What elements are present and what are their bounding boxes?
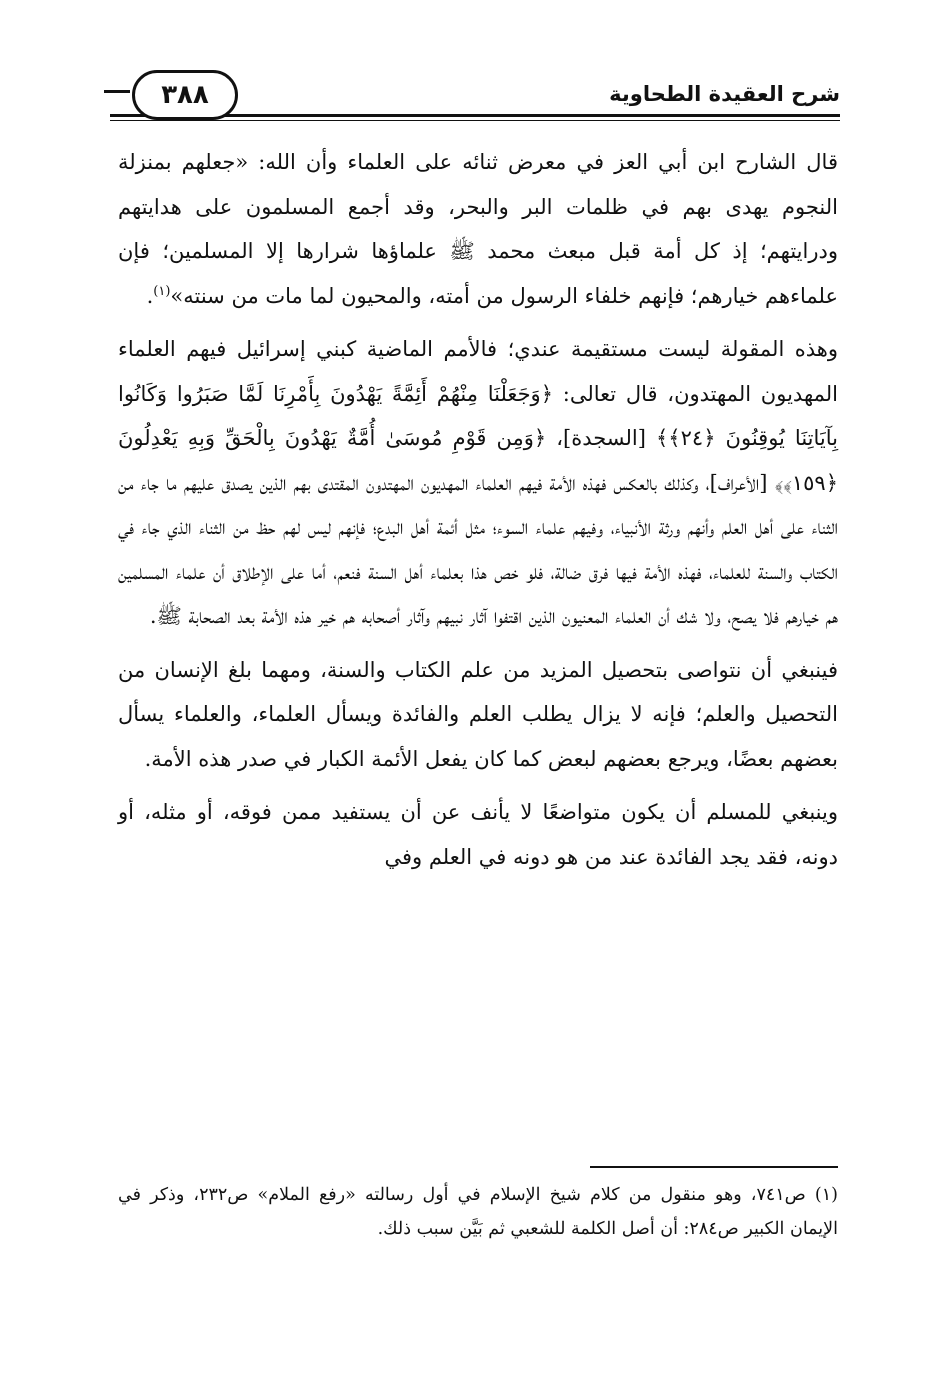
book-title: شرح العقيدة الطحاوية [609, 82, 840, 106]
main-text [118, 140, 838, 879]
header-ornament [104, 90, 130, 93]
footnote-1: (١) ص٧٤١، وهو منقول من كلام شيخ الإسلام في أول رسالته «رفع الملام» ص٢٣٢، وذكر في الإيمان الكبير ص٢٨٤: أن أصل الكلمة للشعبي ثم بَيَّن سبب ذلك. [118, 1185, 838, 1239]
page-header [110, 68, 840, 128]
paragraph-3: فينبغي أن نتواصى بتحصيل المزيد من علم الكتاب والسنة، ومهما بلغ الإنسان من التحصيل والعلم؛ فإنه لا يزال يطلب العلم والفائدة ويسأل العلماء، والعلماء يسأل بعضهم بعضًا، ويرجع بعضهم لبعض كما كان يفعل الأئمة الكبار في صدر هذه الأمة. [118, 657, 838, 771]
paragraph-1-end: . [146, 283, 154, 308]
header-rule-thin [110, 120, 840, 121]
page-number: ٣٨٨ [132, 70, 238, 120]
paragraph-4: وينبغي للمسلم أن يكون متواضعًا لا يأنف عن أن يستفيد ممن فوقه، أو مثله، أو دونه، فقد يجد الفائدة عند من هو دونه في العلم وفي [118, 800, 838, 869]
paragraph-1 [118, 140, 838, 318]
footnotes [118, 1178, 838, 1246]
footnote-separator [590, 1166, 838, 1168]
paragraph-2: وهذه المقولة ليست مستقيمة عندي؛ فالأمم الماضية كبني إسرائيل فيهم العلماء المهديون المهتدون، قال تعالى: ﴿وَجَعَلْنَا مِنْهُمْ أَئِمَّةً يَهْدُونَ بِأَمْرِنَا لَمَّا صَبَرُوا وَكَانُوا بِآيَاتِنَا يُوقِنُونَ ﴿٢٤﴾﴾ [السجدة]، ﴿وَمِن قَوْمِ مُوسَىٰ أُمَّةٌ يَهْدُونَ بِالْحَقِّ وَبِهِ يَعْدِلُونَ ﴿١٥٩﴾﴾ [الأعراف]، وكذلك بالعكس فهذه الأمة فيهم العلماء المهديون المهتدون المقتدى بهم الذين يصدق عليهم ما جاء من الثناء على أهل العلم وأنهم ورثة الأنبياء، وفيهم علماء السوء؛ مثل أئمة أهل البدع؛ فإنهم ليس لهم حظ من الثناء الذي جاء في الكتاب والسنة للعلماء، فهذه الأمة فيها فرق ضالة، فلو خص هذا بعلماء أهل السنة فنعم، أما على الإطلاق أن علماء المسلمين هم خيارهم فلا يصح، ولا شك أن العلماء المعنيون الذين اقتفوا آثار نبيهم وآثار أصحابه هم خير هذه الأمة بعد الصحابة ﷺ. [118, 337, 838, 628]
footnote-reference[interactable]: (١) [153, 283, 171, 299]
paragraph-1-text: قال الشارح ابن أبي العز في معرض ثنائه على العلماء وأن الله: «جعلهم بمنزلة النجوم يهدى بهم في ظلمات البر والبحر، وقد أجمع المسلمون على هدايتهم ودرايتهم؛ إذ كل أمة قبل مبعث محمد ﷺ علماؤها شرارها إلا المسلمين؛ فإن علماءهم خيارهم؛ فإنهم خلفاء الرسول من أمته، والمحيون لما مات من سنته» [118, 150, 838, 308]
